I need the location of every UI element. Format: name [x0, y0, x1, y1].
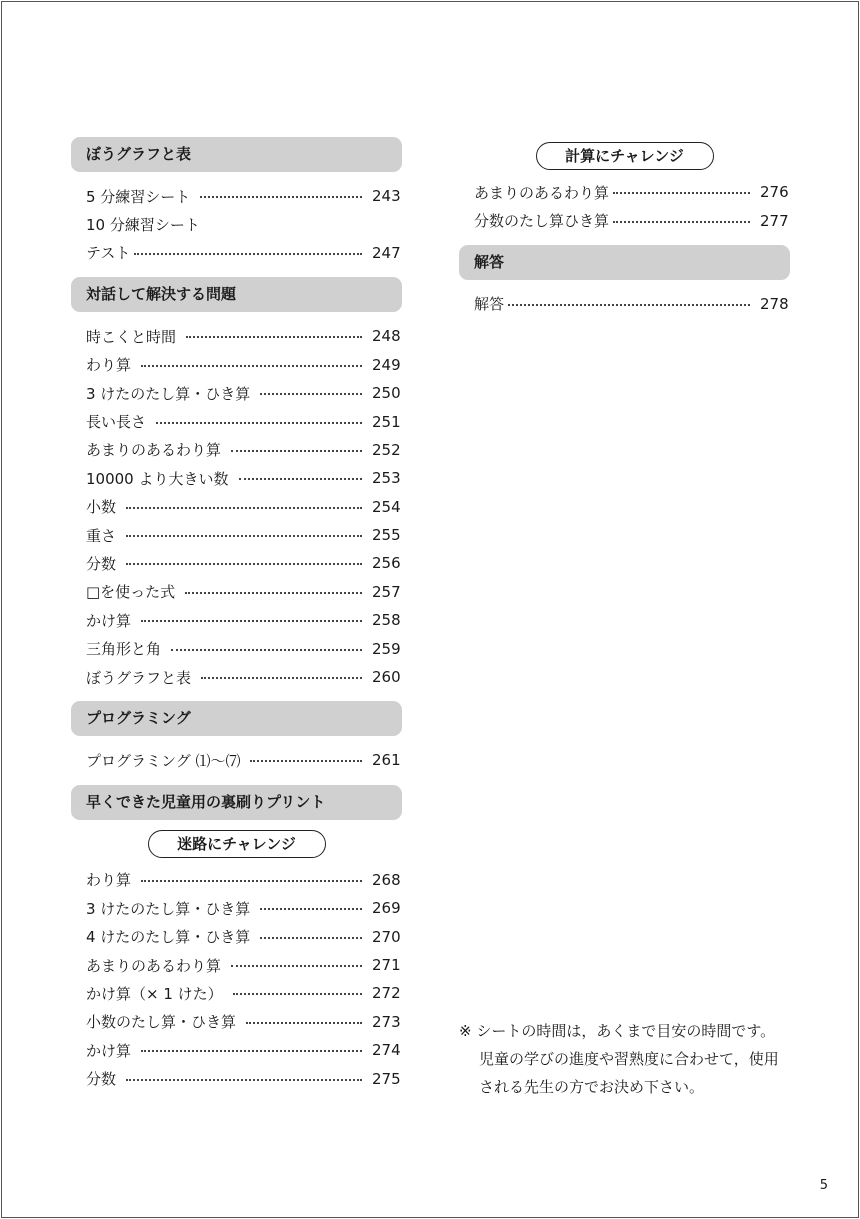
- section-header-early-finishers: 早くできた児童用の裏刷りプリント: [71, 785, 402, 820]
- toc-item-page: 268: [372, 870, 401, 889]
- section-header-bar-graph: ぼうグラフと表: [71, 137, 402, 172]
- dialogue-list: [71, 322, 402, 691]
- toc-item[interactable]: [71, 210, 402, 238]
- toc-item[interactable]: [71, 894, 402, 922]
- toc-item-label: あまりのあるわり算: [474, 183, 610, 202]
- toc-item[interactable]: [71, 606, 402, 634]
- toc-item-page: 277: [760, 211, 789, 230]
- toc-item-label: かけ算: [86, 1041, 132, 1060]
- toc-item[interactable]: [71, 407, 402, 435]
- toc-item-label: プログラミング ⑴～⑺: [86, 751, 241, 770]
- toc-item-page: 255: [372, 526, 401, 545]
- toc-item-page: 278: [760, 294, 789, 313]
- leader-dots: [260, 908, 362, 910]
- leader-dots: [260, 393, 362, 395]
- toc-item-label: あまりのあるわり算: [86, 441, 222, 460]
- leader-dots: [185, 592, 362, 594]
- right-column: [459, 137, 790, 318]
- leader-dots: [126, 563, 362, 565]
- toc-item[interactable]: [71, 979, 402, 1007]
- toc-item-page: 275: [372, 1069, 401, 1088]
- toc-item-label: 3 けたのたし算・ひき算: [86, 899, 251, 918]
- toc-item-page: 243: [372, 187, 401, 206]
- toc-item[interactable]: [71, 663, 402, 691]
- leader-dots: [613, 192, 750, 194]
- toc-item-page: 252: [372, 440, 401, 459]
- toc-item-page: 247: [372, 243, 401, 262]
- toc-item-page: 271: [372, 956, 401, 974]
- toc-item[interactable]: [71, 746, 402, 774]
- toc-item-label: わり算: [86, 871, 132, 890]
- toc-item[interactable]: [71, 464, 402, 492]
- toc-item[interactable]: [71, 1036, 402, 1064]
- toc-item-label: 4 けたのたし算・ひき算: [86, 928, 251, 947]
- toc-item-page: 250: [372, 384, 401, 403]
- toc-item-label: 時こくと時間: [86, 327, 177, 346]
- calc-challenge-pill: 計算にチャレンジ: [536, 142, 714, 170]
- toc-item-page: 272: [372, 984, 401, 1003]
- toc-item[interactable]: [71, 578, 402, 606]
- toc-item-page: 269: [372, 899, 401, 918]
- toc-item-label: 分数のたし算ひき算: [474, 212, 610, 231]
- toc-item-label: 小数のたし算・ひき算: [86, 1013, 237, 1032]
- leader-dots: [231, 450, 362, 452]
- leader-dots: [134, 253, 362, 255]
- toc-item-page: 274: [372, 1041, 401, 1060]
- toc-item-label: 分数: [86, 1070, 117, 1089]
- footnote-line: ※ シートの時間は，あくまで目安の時間です。: [459, 1022, 776, 1040]
- section-header-answers: 解答: [459, 245, 790, 280]
- toc-item-label: 小数: [86, 498, 117, 517]
- early-list: [71, 866, 402, 1093]
- toc-item[interactable]: [71, 436, 402, 464]
- toc-item-label: 長い長さ: [86, 413, 147, 432]
- toc-item-label: 分数: [86, 554, 117, 573]
- leader-dots: [233, 993, 362, 995]
- toc-item[interactable]: [71, 521, 402, 549]
- toc-item-label: かけ算（× 1 けた）: [86, 984, 223, 1003]
- toc-item-label: □を使った式: [86, 583, 176, 602]
- toc-item-page: 257: [372, 582, 401, 601]
- leader-dots: [141, 365, 362, 367]
- toc-item-page: 248: [372, 327, 401, 346]
- toc-item-label: 10000 より大きい数: [86, 469, 229, 488]
- toc-item-label: わり算: [86, 356, 132, 375]
- toc-item-label: 3 けたのたし算・ひき算: [86, 384, 251, 403]
- leader-dots: [171, 649, 362, 651]
- section-header-programming: プログラミング: [71, 701, 402, 736]
- toc-item-page: 254: [372, 497, 401, 516]
- toc-item-page: 253: [372, 469, 401, 488]
- leader-dots: [186, 336, 362, 338]
- toc-item-label: あまりのあるわり算: [86, 956, 222, 975]
- leader-dots: [231, 965, 362, 967]
- toc-item[interactable]: [71, 549, 402, 577]
- footnote-line: される先生の方でお決め下さい。: [479, 1078, 705, 1096]
- toc-item-page: 273: [372, 1012, 401, 1031]
- toc-item[interactable]: [71, 351, 402, 379]
- leader-dots: [126, 507, 362, 509]
- toc-item[interactable]: [71, 951, 402, 979]
- toc-item[interactable]: [71, 1064, 402, 1092]
- leader-dots: [141, 880, 362, 882]
- toc-item-page: 251: [372, 412, 401, 431]
- toc-item[interactable]: [71, 866, 402, 894]
- leader-dots: [246, 1022, 362, 1024]
- leader-dots: [141, 620, 362, 622]
- leader-dots: [250, 760, 362, 762]
- toc-item-label: ぼうグラフと表: [86, 668, 192, 687]
- leader-dots: [141, 1050, 362, 1052]
- toc-item[interactable]: [71, 1008, 402, 1036]
- leader-dots: [239, 478, 363, 480]
- leader-dots: [126, 1079, 362, 1081]
- toc-item[interactable]: [71, 182, 402, 210]
- toc-item-label: 重さ: [86, 526, 117, 545]
- toc-item-page: 249: [372, 355, 401, 374]
- toc-item[interactable]: [71, 239, 402, 267]
- toc-item[interactable]: [71, 634, 402, 662]
- toc-item-page: 259: [372, 639, 401, 658]
- leader-dots: [126, 535, 362, 537]
- toc-item-label: 三角形と角: [86, 640, 162, 659]
- footnote: [459, 1017, 799, 1101]
- toc-item-page: 276: [760, 183, 789, 202]
- toc-item-page: 258: [372, 611, 401, 630]
- toc-item[interactable]: [459, 178, 790, 206]
- toc-item-page: 260: [372, 668, 401, 687]
- toc-item-label: 解答: [474, 295, 505, 314]
- footnote-line: 児童の学びの進度や習熟度に合わせて，使用: [479, 1050, 779, 1068]
- leader-dots: [156, 422, 362, 424]
- toc-item-page: 270: [372, 927, 401, 946]
- toc-item[interactable]: [71, 493, 402, 521]
- toc-item-page: 261: [372, 751, 401, 770]
- leader-dots: [613, 221, 750, 223]
- toc-item-label: かけ算: [86, 611, 132, 630]
- toc-item-label: 5 分練習シート: [86, 187, 191, 206]
- section-header-dialogue: 対話して解決する問題: [71, 277, 402, 312]
- leader-dots: [260, 937, 362, 939]
- leader-dots: [201, 677, 362, 679]
- toc-item[interactable]: [459, 290, 790, 318]
- left-column: [71, 137, 402, 1093]
- toc-item-label: 10 分練習シート: [86, 216, 200, 235]
- maze-challenge-pill: 迷路にチャレンジ: [148, 830, 326, 858]
- page-number: 5: [819, 1178, 828, 1193]
- toc-item[interactable]: [71, 322, 402, 350]
- toc-item[interactable]: [71, 922, 402, 950]
- toc-item[interactable]: [459, 206, 790, 234]
- leader-dots: [508, 304, 750, 306]
- leader-dots: [200, 196, 362, 198]
- toc-item-page: 256: [372, 554, 401, 573]
- toc-item[interactable]: [71, 379, 402, 407]
- toc-item-label: テスト: [86, 244, 131, 263]
